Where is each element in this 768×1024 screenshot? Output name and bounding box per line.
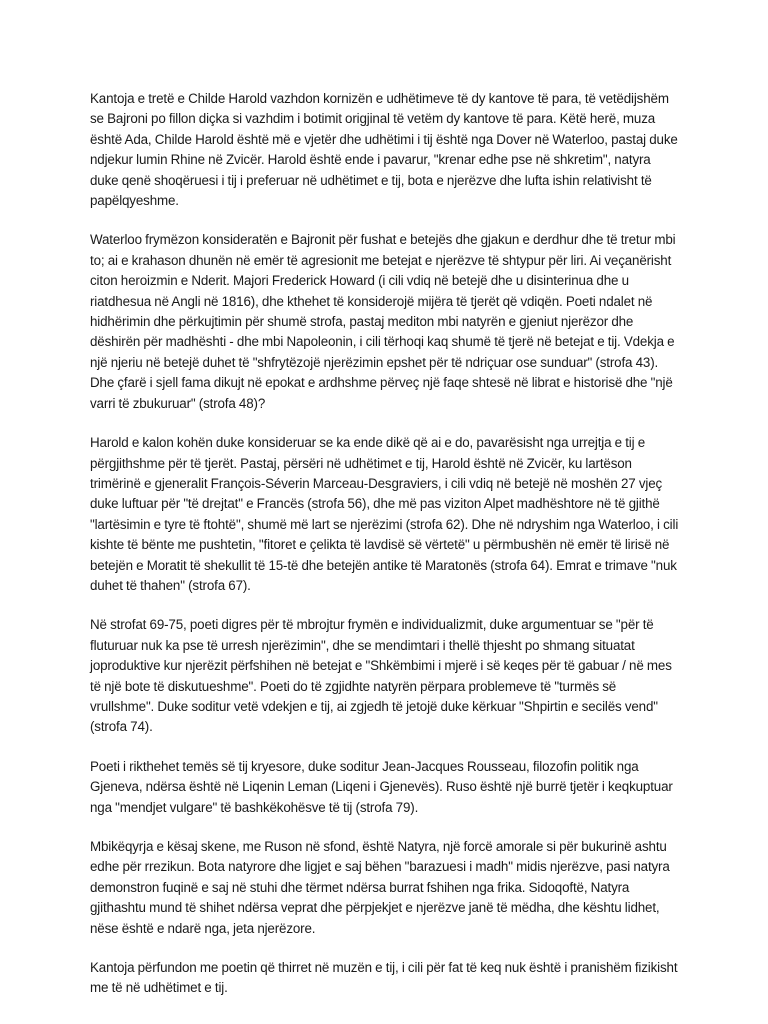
paragraph-4: Në strofat 69-75, poeti digres për të mbrojtur frymën e individualizmit, duke argumentuar se "për të fluturuar nuk ka pse të urresh njerëzimin", dhe se mendimtari i thellë thjesht po shmang situatat joproduktive kur njerëzit përfshihen në betejat e "Shkëmbimi i mjerë i së keqes për të gabuar / në mes të një bote të diskutueshme". Poeti do të zgjidhte natyrën përpara problemeve të "turmës së vrullshme". Duke soditur vetë vdekjen e tij, ai zgjedh të jetojë duke kërkuar "Shpirtin e secilës vend" (strofa 74). [90, 617, 672, 735]
document-page [90, 89, 680, 1018]
paragraph-7: Kantoja përfundon me poetin që thirret në muzën e tij, i cili për fat të keq nuk është i pranishëm fizikisht me të në udhëtimet e tij. [90, 960, 678, 996]
paragraph-6: Mbikëqyrja e kësaj skene, me Ruson në sfond, është Natyra, një forcë amorale si për bukurinë ashtu edhe për rrezikun. Bota natyrore dhe ligjet e saj bëhen "barazuesi i madh" midis njerëzve, pasi natyra demonstron fuqinë e saj në stuhi dhe tërmet ndërsa burrat fshihen nga frika. Sidoqoftë, Natyra gjithashtu mund të shihet ndërsa veprat dhe përpjekjet e njerëzve janë të mëdha, dhe kështu lidhet, nëse është e ndarë nga, jeta njerëzore. [90, 839, 670, 936]
paragraph-1: Kantoja e tretë e Childe Harold vazhdon kornizën e udhëtimeve të dy kantove të para, të vetëdijshëm se Bajroni po fillon diçka si vazhdim i botimit origjinal të vetëm dy kantove të para. Këtë herë, muza është Ada, Childe Harold është më e vjetër dhe udhëtimi i tij është nga Dover në Waterloo, pastaj duke ndjekur lumin Rhine në Zvicër. Harold është ende i pavarur, "krenar edhe pse në shkretim", natyra duke qenë shoqëruesi i tij i preferuar në udhëtimet e tij, bota e njerëzve dhe lufta ishin relativisht të papëlqyeshme. [90, 91, 678, 209]
paragraph-5: Poeti i rikthehet temës së tij kryesore, duke soditur Jean-Jacques Rousseau, filozofin politik nga Gjeneva, ndërsa është në Liqenin Leman (Liqeni i Gjenevës). Ruso është një burrë tjetër i keqkuptuar nga "mendjet vulgare" të bashkëkohësve të tij (strofa 79). [90, 758, 673, 815]
paragraph-3: Harold e kalon kohën duke konsideruar se ka ende dikë që ai e do, pavarësisht nga urrejtja e tij e përgjithshme për të tjerët. Pastaj, përsëri në udhëtimet e tij, Harold është në Zvicër, ku lartëson trimërinë e gjeneralit François-Séverin Marceau-Desgraviers, i cili vdiq në betejë në moshën 27 vjeç duke luftuar për "të drejtat" e Francës (strofa 56), dhe më pas viziton Alpet madhështore në të gjithë "lartësimin e tyre të ftohtë", shumë më lart se njerëzimi (strofa 62). Dhe në ndryshim nga Waterloo, i cili kishte të bënte me pushtetin, "fitoret e çelikta të lavdisë së vërtetë" u përmbushën në emër të lirisë në betejën e Moratit të shekullit të 15-të dhe betejën antike të Maratonës (strofa 64). Emrat e trimave "nuk duhet të thahen" (strofa 67). [90, 435, 679, 593]
paragraph-2: Waterloo frymëzon konsideratën e Bajronit për fushat e betejës dhe gjakun e derdhur dhe të tretur mbi to; ai e krahason dhunën në emër të agresionit me betejat e njerëzve të shtypur për liri. Ai veçanërisht citon heroizmin e Nderit. Majori Frederick Howard (i cili vdiq në betejë dhe u disinterinua dhe u riatdhesua në Angli në 1816), dhe kthehet të konsiderojë mijëra të tjerët që vdiqën. Poeti ndalet në hidhërimin dhe përkujtimin për shumë strofa, pastaj mediton mbi natyrën e gjeniut njerëzor dhe dëshirën për madhështi - dhe mbi Napoleonin, i cili tërhoqi kaq shumë të tjerë në betejat e tij. Vdekja e një njeriu në betejë duhet të "shfrytëzojë njerëzimin epshet për të ndriçuar ose sunduar" (strofa 43). Dhe çfarë i sjell fama dikujt në epokat e ardhshme përveç një faqe shtesë në librat e historisë dhe "një varri të zbukuruar" (strofa 48)? [90, 232, 676, 411]
